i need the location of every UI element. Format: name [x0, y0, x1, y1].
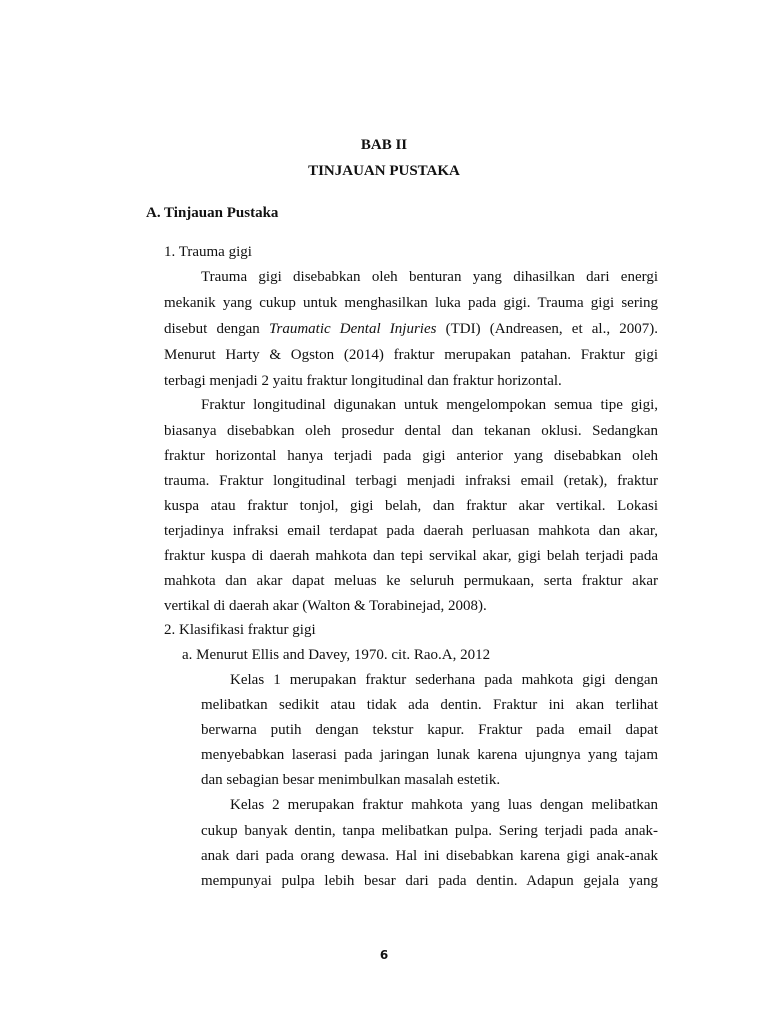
- paragraph-line: Kelas 2 merupakan fraktur mahkota yang luas dengan melibatkan: [230, 797, 658, 813]
- chapter-title: TINJAUAN PUSTAKA: [308, 163, 460, 179]
- chapter-number: BAB II: [360, 137, 408, 153]
- paragraph-line: melibatkan sedikit atau tidak ada dentin. Fraktur ini akan terlihat: [201, 697, 658, 713]
- paragraph-line: fraktur horizontal hanya terjadi pada gigi anterior yang disebabkan oleh: [164, 448, 658, 464]
- paragraph-line: Trauma gigi disebabkan oleh benturan yang dihasilkan dari energi: [201, 269, 658, 285]
- paragraph-line: Fraktur longitudinal digunakan untuk mengelompokan semua tipe gigi,: [201, 397, 658, 413]
- paragraph-line: terbagi menjadi 2 yaitu fraktur longitudinal dan fraktur horizontal.: [164, 373, 562, 389]
- paragraph-line: cukup banyak dentin, tanpa melibatkan pulpa. Sering terjadi pada anak-: [201, 823, 658, 839]
- paragraph-line: kuspa atau fraktur tonjol, gigi belah, dan fraktur akar vertikal. Lokasi: [164, 498, 658, 514]
- paragraph-line: mempunyai pulpa lebih besar dari pada dentin. Adapun gejala yang: [201, 873, 658, 889]
- list-item-heading: a. Menurut Ellis and Davey, 1970. cit. Rao.A, 2012: [182, 647, 491, 663]
- italic-term: Traumatic Dental Injuries: [268, 321, 437, 337]
- page-number: 6: [379, 948, 389, 962]
- paragraph-line: berwarna putih dengan tekstur kapur. Fraktur pada email dapat: [201, 722, 658, 738]
- paragraph-line: Kelas 1 merupakan fraktur sederhana pada mahkota gigi dengan: [230, 672, 658, 688]
- paragraph-line: anak dari pada orang dewasa. Hal ini disebabkan karena gigi anak-anak: [201, 848, 658, 864]
- paragraph-line: mahkota dan akar dapat meluas ke seluruh permukaan, serta fraktur akar: [164, 573, 658, 589]
- text-fragment: (TDI) (Andreasen, et al., 2007).: [436, 321, 658, 337]
- paragraph-line-with-term: [164, 320, 658, 338]
- paragraph-line: vertikal di daerah akar (Walton & Torabinejad, 2008).: [164, 598, 487, 614]
- subsection-heading-klasifikasi: 2. Klasifikasi fraktur gigi: [164, 622, 316, 638]
- subsection-heading-trauma: 1. Trauma gigi: [164, 244, 252, 260]
- paragraph-line: biasanya disebabkan oleh prosedur dental dan tekanan oklusi. Sedangkan: [164, 423, 658, 439]
- paragraph-line: menyebabkan laserasi pada jaringan lunak karena ujungnya yang tajam: [201, 747, 658, 763]
- paragraph-line: dan sebagian besar menimbulkan masalah estetik.: [201, 772, 501, 788]
- text-fragment: disebut dengan: [164, 321, 269, 337]
- paragraph-line: Menurut Harty & Ogston (2014) fraktur merupakan patahan. Fraktur gigi: [164, 347, 658, 363]
- section-heading: A. Tinjauan Pustaka: [146, 205, 279, 221]
- paragraph-line: fraktur kuspa di daerah mahkota dan tepi servikal akar, gigi belah terjadi pada: [164, 548, 658, 564]
- paragraph-line: terjadinya infraksi email terdapat pada daerah perluasan mahkota dan akar,: [164, 523, 658, 539]
- paragraph-line: trauma. Fraktur longitudinal terbagi menjadi infraksi email (retak), fraktur: [164, 473, 658, 489]
- paragraph-line: mekanik yang cukup untuk menghasilkan luka pada gigi. Trauma gigi sering: [164, 295, 658, 311]
